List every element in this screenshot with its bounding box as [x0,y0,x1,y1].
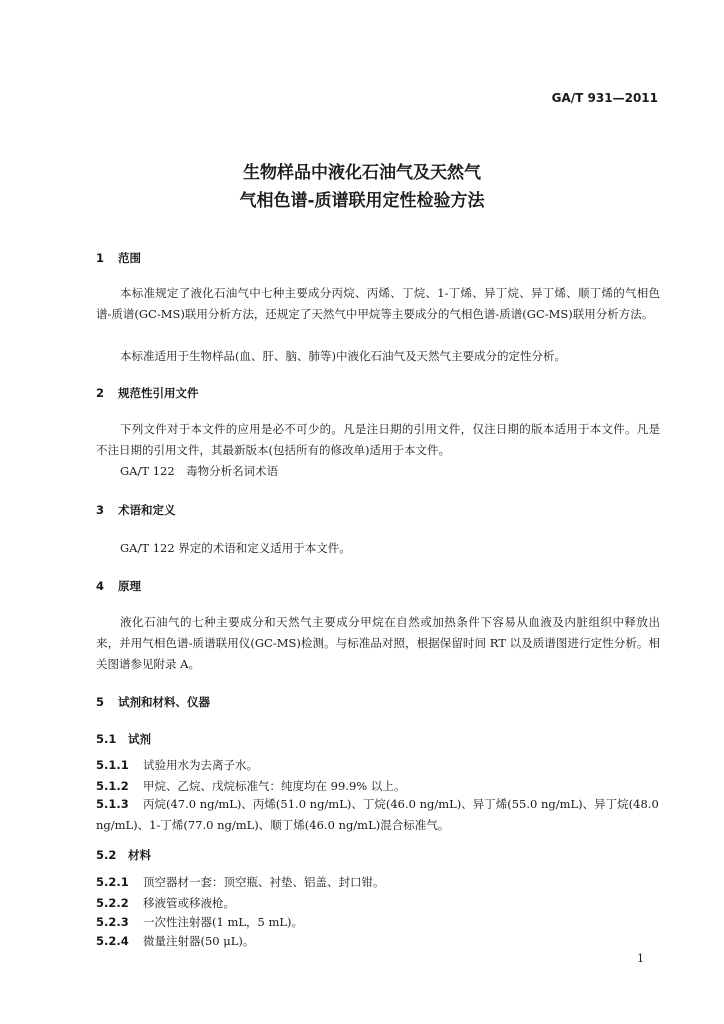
page-number: 1 [637,952,644,965]
section-title: 术语和定义 [118,503,176,517]
section-4-paragraph: 液化石油气的七种主要成分和天然气主要成分甲烷在自然或加热条件下容易从血液及内脏组织中释放出来，并用气相色谱-质谱联用仪(GC-MS)检测。与标准品对照，根据保留时间 RT 以及质谱图进行定性分析。相关图谱参见附录 A。 [96,615,660,671]
subsection-5-2-heading [96,847,151,863]
item-text: 一次性注射器(1 mL，5 mL)。 [143,915,303,929]
section-3-heading [96,502,176,518]
item-number: 5.1.2 [96,779,129,793]
section-1-heading [96,250,141,266]
item-text: 移液管或移液枪。 [143,896,235,910]
section-title: 范围 [118,251,141,265]
item-5-1-2 [96,778,405,794]
section-5-heading [96,694,210,710]
section-number: 2 [96,386,105,400]
section-number: 3 [96,503,105,517]
item-5-2-2 [96,895,235,911]
section-4-heading [96,578,141,594]
item-number: 5.1.1 [96,758,129,772]
document-title-line1: 生物样品中液化石油气及天然气 [243,163,481,183]
subsection-number: 5.1 [96,732,117,746]
section-number: 4 [96,579,105,593]
subsection-5-1-heading [96,731,151,747]
item-number: 5.2.3 [96,915,129,929]
normative-reference: GA/T 122 毒物分析名词术语 [120,464,279,478]
section-number: 5 [96,695,105,709]
item-text: 丙烷(47.0 ng/mL)、丙烯(51.0 ng/mL)、丁烷(46.0 ng/mL)、异丁烯(55.0 ng/mL)、异丁烷(48.0 ng/mL)、1-丁烯(77.0 ng/mL)、顺丁烯(46.0 ng/mL)混合标准气。 [96,797,659,832]
section-title: 试剂和材料、仪器 [118,695,210,709]
item-5-2-4 [96,933,254,949]
subsection-title: 试剂 [128,732,151,746]
section-1-paragraph-1: 本标准规定了液化石油气中七种主要成分丙烷、丙烯、丁烷、1-丁烯、异丁烷、异丁烯、顺丁烯的气相色谱-质谱(GC-MS)联用分析方法，还规定了天然气中甲烷等主要成分的气相色谱-质谱(GC-MS)联用分析方法。 [96,286,660,321]
item-text: 甲烷、乙烷、戊烷标准气：纯度均在 99.9% 以上。 [143,779,406,793]
section-1-paragraph-2: 本标准适用于生物样品(血、肝、脑、肺等)中液化石油气及天然气主要成分的定性分析。 [120,349,566,363]
item-5-1-3 [96,794,660,836]
subsection-title: 材料 [128,848,151,862]
section-title: 规范性引用文件 [118,386,199,400]
item-number: 5.1.3 [96,797,129,811]
item-text: 微量注射器(50 μL)。 [143,934,255,948]
subsection-number: 5.2 [96,848,117,862]
standard-number: GA/T 931—2011 [551,91,658,105]
document-title-line2: 气相色谱-质谱联用定性检验方法 [239,191,485,211]
item-text: 试验用水为去离子水。 [143,758,258,772]
section-2-paragraph: 下列文件对于本文件的应用是必不可少的。凡是注日期的引用文件，仅注日期的版本适用于本文件。凡是不注日期的引用文件，其最新版本(包括所有的修改单)适用于本文件。 [96,422,660,457]
item-text: 顶空器材一套：顶空瓶、衬垫、铝盖、封口钳。 [143,875,385,889]
section-3-paragraph: GA/T 122 界定的术语和定义适用于本文件。 [120,541,351,555]
section-title: 原理 [118,579,141,593]
item-number: 5.2.2 [96,896,129,910]
item-number: 5.2.4 [96,934,129,948]
item-number: 5.2.1 [96,875,129,889]
section-number: 1 [96,251,105,265]
section-2-heading [96,385,199,401]
item-5-1-1 [96,757,258,773]
item-5-2-3 [96,914,303,930]
item-5-2-1 [96,874,385,890]
